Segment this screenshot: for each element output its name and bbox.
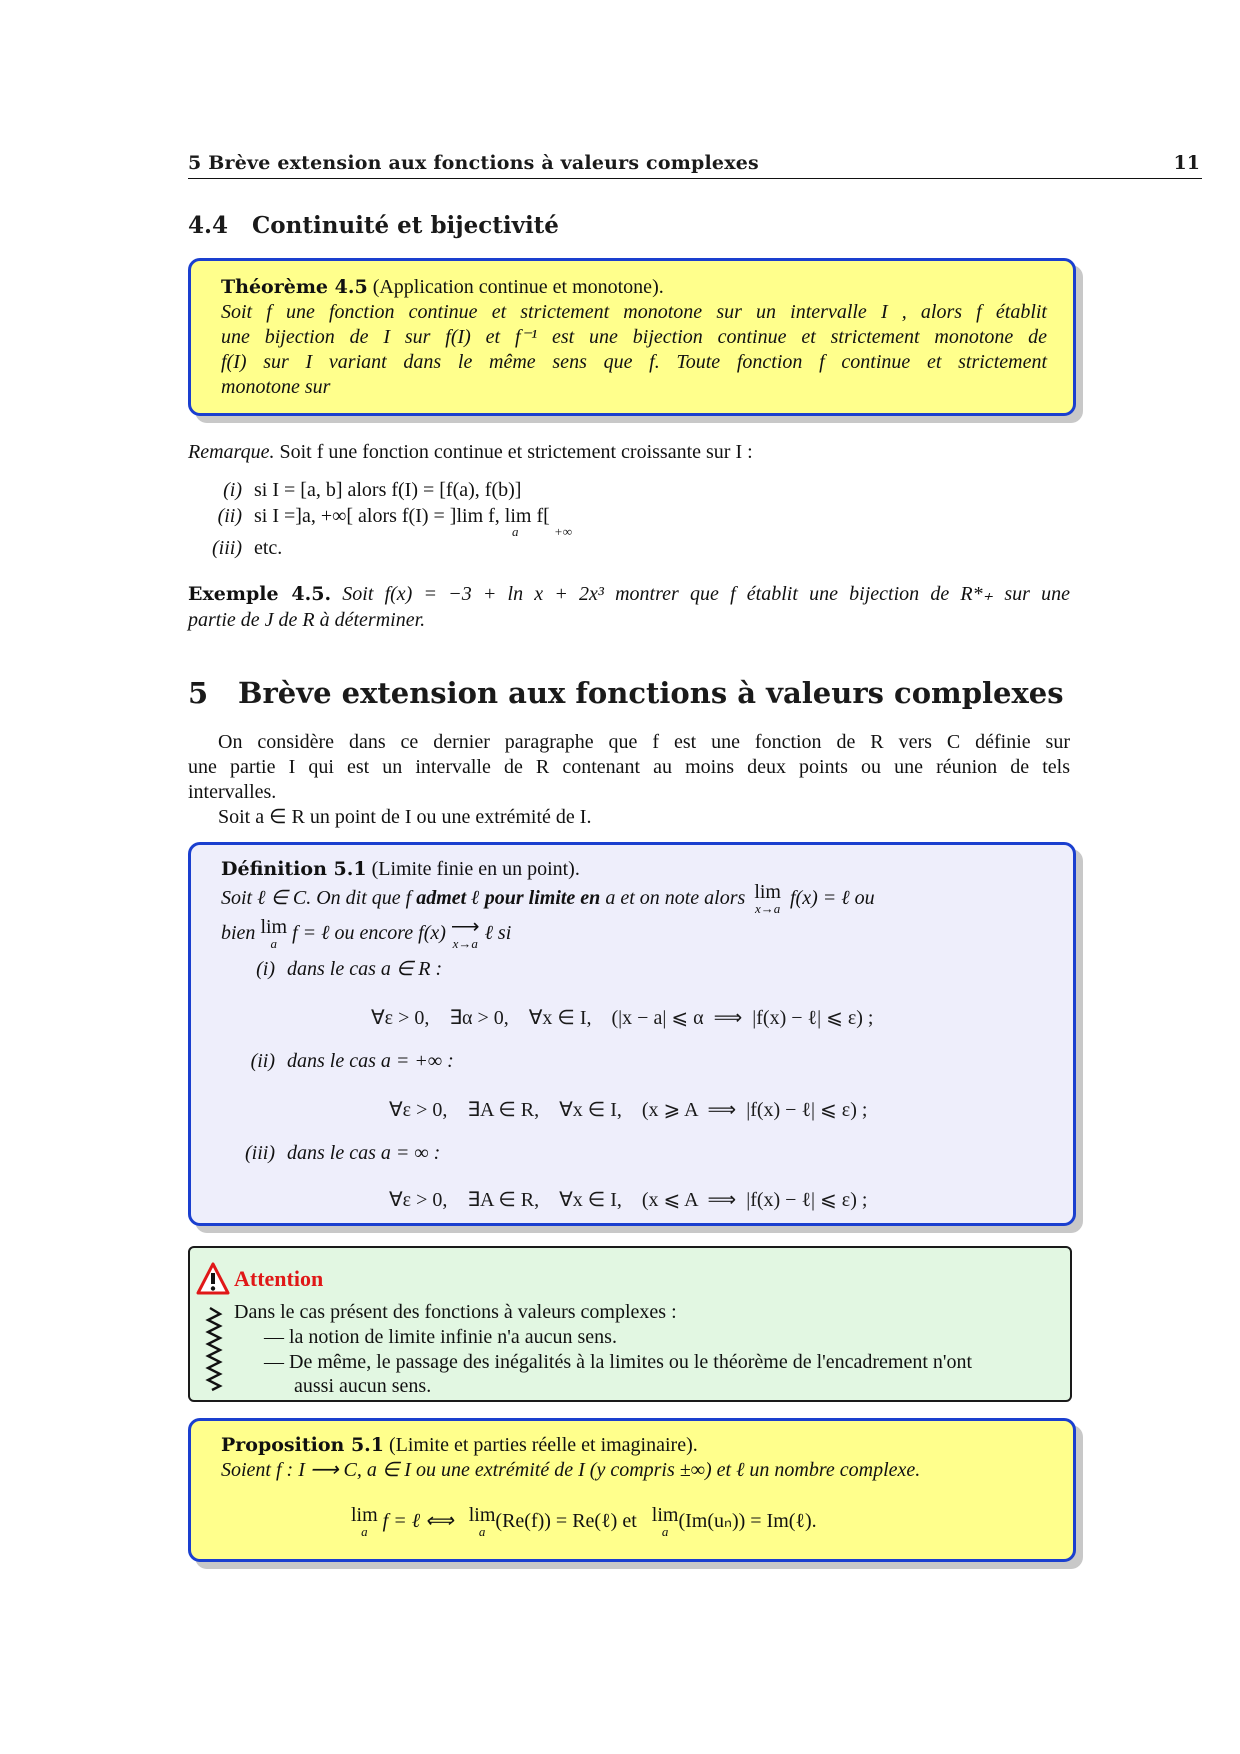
proposition-formula: lim a f = ℓ ⟺ lim a (Re(f)) = Re(ℓ) et lim a (Im(uₙ)) = Im(ℓ). — [351, 1504, 817, 1539]
section-heading-5 — [188, 676, 1064, 710]
definition-line: Soit ℓ ∈ C. On dit que f admet ℓ pour limite en a et on note alors lim x→a f(x) = ℓ ou — [221, 881, 875, 916]
theorem-line: une bijection de I sur f(I) et f⁻¹ est une bijection continue et strictement monotone de — [221, 326, 1047, 348]
remark-item: (ii) si I =]a, +∞[ alors f(I) = ]lim f, lim f[ — [217, 505, 550, 527]
definition-box — [188, 842, 1076, 1226]
proposition-label: Proposition 5.1 — [221, 1434, 384, 1456]
running-header — [188, 150, 1202, 179]
proposition-line: Soient f : I ⟶ C, a ∈ I ou une extrémité de I (y compris ±∞) et ℓ un nombre complexe. — [221, 1459, 921, 1481]
page-number: 11 — [1173, 152, 1200, 174]
theorem-line: monotone sur — [221, 376, 331, 398]
definition-formula: ∀ε > 0, ∃A ∈ R, ∀x ∈ I, (x ⩽ A ⟹ |f(x) − ℓ| ⩽ ε) ; — [389, 1189, 868, 1211]
example-label: Exemple 4.5. — [188, 583, 332, 605]
limit-subscript: +∞ — [554, 524, 573, 539]
section-number: 5 — [188, 676, 209, 710]
definition-case: (iii) dans le cas a = ∞ : — [245, 1142, 441, 1164]
theorem-line: Soit f une fonction continue et strictement monotone sur un intervalle I , alors f établit — [221, 301, 1047, 323]
remark-text: Soit f une fonction continue et strictement croissante sur I : — [279, 441, 753, 463]
theorem-name: (Application continue et monotone). — [372, 276, 664, 298]
remark-label: Remarque. — [188, 441, 275, 463]
section-heading-4-4 — [188, 212, 559, 239]
definition-formula: ∀ε > 0, ∃A ∈ R, ∀x ∈ I, (x ⩾ A ⟹ |f(x) − ℓ| ⩽ ε) ; — [389, 1099, 868, 1121]
warning-icon — [196, 1262, 230, 1296]
definition-formula: ∀ε > 0, ∃α > 0, ∀x ∈ I, (|x − a| ⩽ α ⟹ |f(x) − ℓ| ⩽ ε) ; — [371, 1007, 874, 1029]
theorem-line: f(I) sur I variant dans le même sens que f. Toute fonction f continue et strictement — [221, 351, 1047, 373]
zigzag-icon — [202, 1306, 226, 1392]
proposition-name: (Limite et parties réelle et imaginaire). — [389, 1434, 698, 1456]
attention-intro: Dans le cas présent des fonctions à valeurs complexes : — [234, 1301, 677, 1323]
section-number: 4.4 — [188, 212, 229, 239]
definition-name: (Limite finie en un point). — [371, 858, 580, 880]
attention-item: — la notion de limite infinie n'a aucun sens. — [264, 1326, 617, 1348]
definition-case: (ii) dans le cas a = +∞ : — [250, 1050, 454, 1072]
remark-item: (i) si I = [a, b] alors f(I) = [f(a), f(b)] — [223, 479, 522, 501]
intro-paragraph: On considère dans ce dernier paragraphe que f est une fonction de R vers C définie sur une partie I qui est un intervalle de R contenant au moins deux points ou une réunion de tels intervalles. Soit a ∈ R un point de I ou une extrémité de I. — [188, 731, 1070, 828]
theorem-box — [188, 258, 1076, 416]
section-title: Continuité et bijectivité — [252, 212, 559, 239]
running-title: 5 Brève extension aux fonctions à valeurs complexes — [188, 152, 759, 174]
definition-case: (i) dans le cas a ∈ R : — [256, 958, 443, 980]
theorem-label: Théorème 4.5 — [221, 276, 368, 298]
example-line: partie de J de R à déterminer. — [188, 609, 426, 631]
remark — [188, 440, 1068, 465]
remark-item: (iii) etc. — [212, 537, 283, 559]
definition-line: bien lim a f = ℓ ou encore f(x) ⟶ x→a ℓ si — [221, 916, 512, 951]
proposition-box — [188, 1418, 1076, 1562]
section-title: Brève extension aux fonctions à valeurs complexes — [238, 676, 1064, 710]
limit-subscript: a — [512, 524, 519, 539]
example-line: Exemple 4.5. Soit f(x) = −3 + ln x + 2x³ montrer que f établit une bijection de R*₊ sur une — [188, 583, 1070, 605]
attention-title: Attention — [234, 1266, 324, 1291]
attention-item: aussi aucun sens. — [294, 1375, 432, 1397]
definition-label: Définition 5.1 — [221, 858, 367, 880]
attention-box — [188, 1246, 1072, 1402]
attention-item: — De même, le passage des inégalités à la limites ou le théorème de l'encadrement n'ont — [264, 1351, 973, 1373]
